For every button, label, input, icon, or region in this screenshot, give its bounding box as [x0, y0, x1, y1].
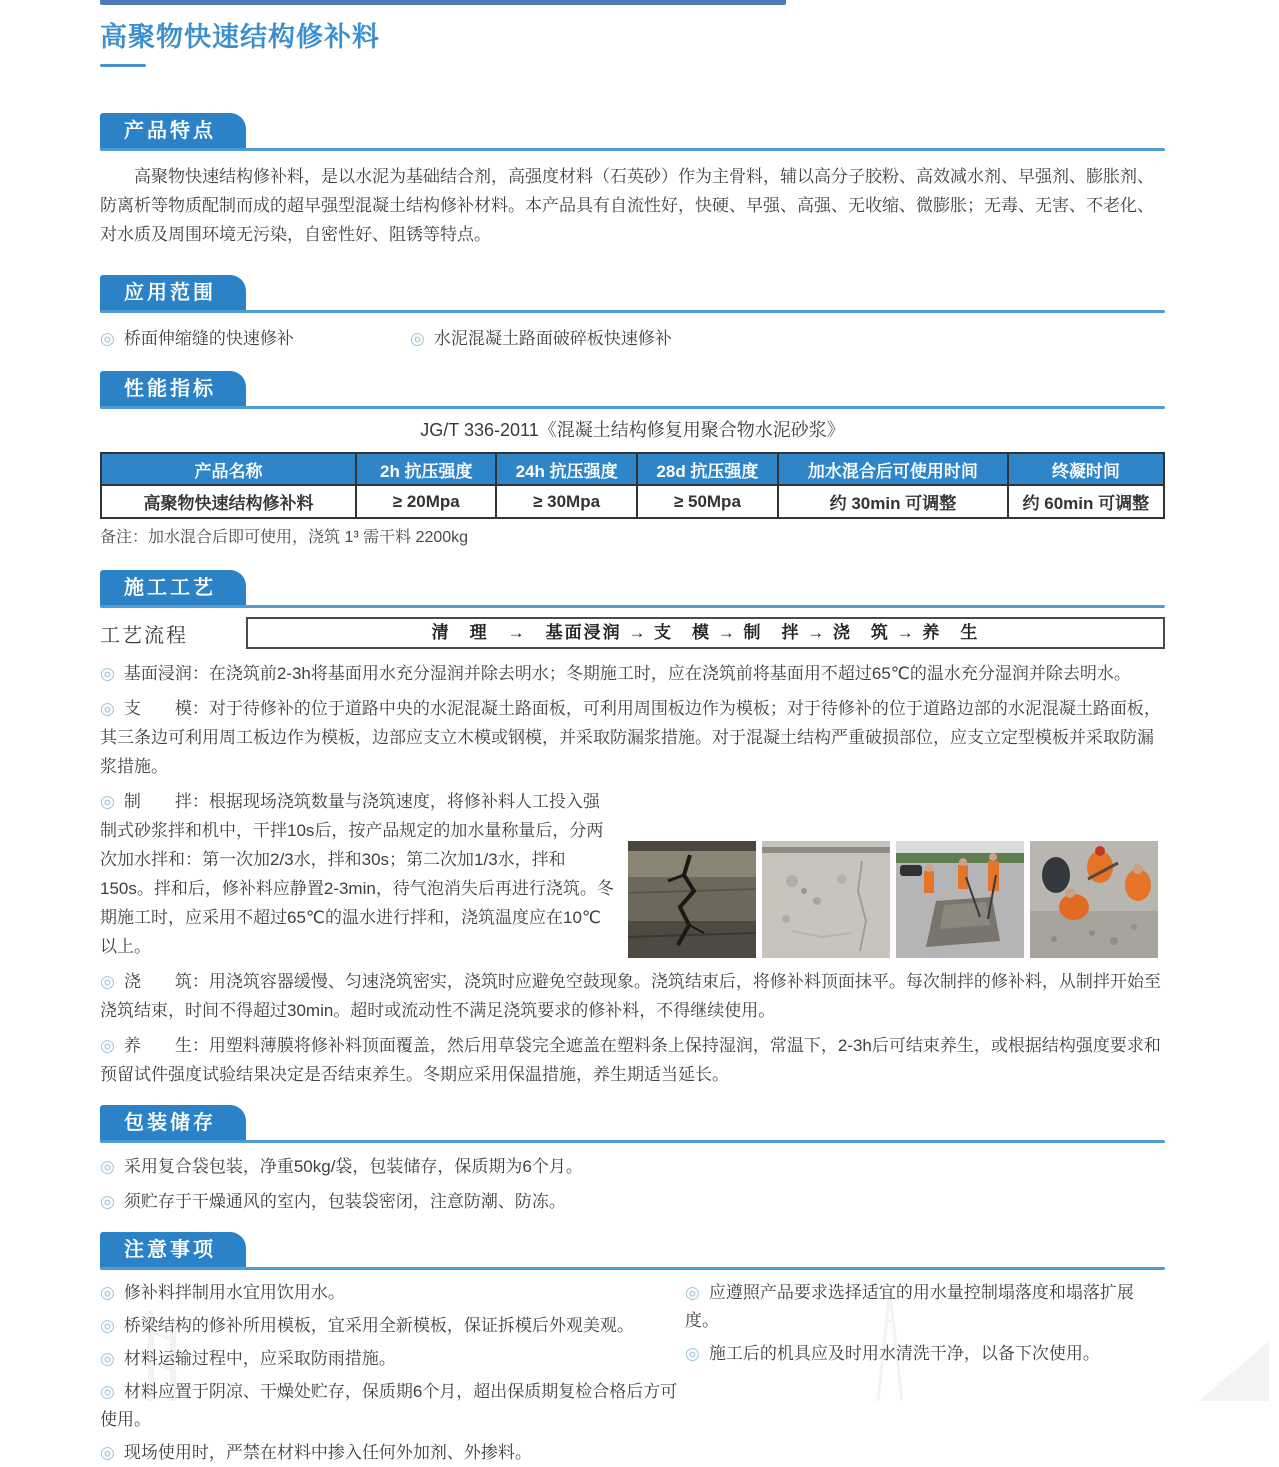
note-item: ◎ 应遵照产品要求选择适宜的用水量控制塌落度和塌落扩展度。 [685, 1283, 1134, 1330]
section-tab-performance: 性能指标 [100, 371, 246, 408]
step-mixing: ◎ 制 拌：根据现场浇筑数量与浇筑速度，将修补料人工投入强制式砂浆拌和机中，干拌10s后，按产品规定的加水量称量后，分两次加水拌和：第一次加2/3水，拌和30s；第二次加1/3水，拌和150s。拌和后，修补料应静置2-3min，待气泡消失后再进行浇筑。冬期施工时，应采用不超过65℃的温水进行拌和，浇筑温度应在10℃以上。 [100, 792, 614, 956]
application-item-label: 水泥混凝土路面破碎板快速修补 [433, 329, 672, 348]
section-rule [100, 1267, 1165, 1270]
section-header-performance [100, 371, 1165, 408]
section-tab-application: 应用范围 [100, 275, 246, 312]
bullet-icon: ◎ [685, 1283, 700, 1302]
repair-closeup-photo [1030, 841, 1158, 958]
column-header: 24h 抗压强度 [496, 453, 636, 485]
application-item-label: 桥面伸缩缝的快速修补 [123, 329, 294, 348]
bullet-icon: ◎ [685, 1344, 700, 1363]
features-paragraph: 高聚物快速结构修补料，是以水泥为基础结合剂，高强度材料（石英砂）作为主骨料，辅以高分子胶粉、高效减水剂、早强剂、膨胀剂、防离析等物质配制而成的超早强型混凝土结构修补材料。本产品具有自流性好，快硬、早强、高强、无收缩、微膨胀；无毒、无害、不老化、对水质及周围环境无污染，自密性好、阻锈等特点。 [100, 167, 1154, 244]
note-item: ◎ 桥梁结构的修补所用模板，宜采用全新模板，保证拆模后外观美观。 [100, 1316, 634, 1335]
bullet-icon: ◎ [100, 1443, 115, 1462]
step-formwork: ◎ 支 模：对于待修补的位于道路中央的水泥混凝土路面板，可利用周围板边作为模板；对于待修补的位于道路边部的水泥混凝土路面板，其三条边可利用周工板边作为模板，边部应支立木模或钢模，并采取防漏浆措施。对于混凝土结构严重破损部位，应支立定型模板并采取防漏浆措施。 [100, 699, 1161, 776]
bullet-icon: ◎ [100, 329, 115, 348]
bullet-icon: ◎ [100, 1036, 115, 1055]
table-cell: ≥ 20Mpa [356, 485, 496, 518]
application-item [100, 324, 410, 353]
step-curing: ◎ 养 生：用塑料薄膜将修补料顶面覆盖，然后用草袋完全遮盖在塑料条上保持湿润，常温下，2-3h后可结束养生，或根据结构强度要求和预留试件强度试验结果决定是否结束养生。冬期应采用保温措施，养生期适当延长。 [100, 1036, 1161, 1084]
column-header: 2h 抗压强度 [356, 453, 496, 485]
section-header-application [100, 275, 1165, 312]
column-header: 28d 抗压强度 [637, 453, 778, 485]
bullet-icon: ◎ [100, 664, 115, 683]
notes-right-column [685, 1279, 1165, 1368]
section-rule [100, 605, 1165, 608]
storage-item: ◎ 须贮存于干燥通风的室内，包装袋密闭，注意防潮、防冻。 [100, 1192, 566, 1211]
bullet-icon: ◎ [100, 699, 115, 718]
bullet-icon: ◎ [100, 972, 115, 991]
section-rule [100, 148, 1165, 151]
notes-grid [100, 1279, 1165, 1467]
storage-item: ◎ 采用复合袋包装，净重50kg/袋，包装储存，保质期为6个月。 [100, 1157, 583, 1176]
application-items [100, 324, 1165, 353]
bullet-icon: ◎ [100, 792, 115, 811]
title-underline [100, 64, 146, 67]
note-item: ◎ 材料应置于阴凉、干燥处贮存，保质期6个月，超出保质期复检合格后方可使用。 [100, 1382, 678, 1429]
bullet-icon: ◎ [410, 329, 425, 348]
section-header-construction [100, 570, 1165, 607]
process-flow-diagram: 清 理 → 基面浸润 → 支 模 → 制 拌 → 浇 筑 → 养 生 [246, 617, 1165, 649]
bullet-icon: ◎ [100, 1283, 115, 1302]
section-tab-features: 产品特点 [100, 113, 246, 150]
section-rule [100, 1140, 1165, 1143]
note-item: ◎ 现场使用时，严禁在材料中掺入任何外加剂、外掺料。 [100, 1443, 532, 1462]
table-cell: 约 30min 可调整 [778, 485, 1008, 518]
bullet-icon: ◎ [100, 1157, 115, 1176]
construction-photo-strip [628, 841, 1165, 958]
section-header-storage [100, 1105, 1165, 1142]
bullet-icon: ◎ [100, 1382, 115, 1401]
section-tab-construction: 施工工艺 [100, 570, 246, 607]
section-tab-notes: 注意事项 [100, 1232, 246, 1269]
process-flow-label: 工艺流程 [100, 624, 188, 647]
table-cell: 高聚物快速结构修补料 [101, 485, 356, 518]
section-header-notes [100, 1232, 1165, 1269]
step-pouring: ◎ 浇 筑：用浇筑容器缓慢、匀速浇筑密实，浇筑时应避免空鼓现象。浇筑结束后，将修补料顶面抹平。每次制拌的修补料，从制拌开始至浇筑结束，时间不得超过30min。超时或流动性不满足浇筑要求的修补料，不得继续使用。 [100, 972, 1161, 1020]
column-header: 产品名称 [101, 453, 356, 485]
section-rule [100, 310, 1165, 313]
table-row [101, 485, 1164, 518]
column-header: 终凝时间 [1008, 453, 1164, 485]
standard-reference: JG/T 336-2011《混凝土结构修复用聚合物水泥砂浆》 [420, 420, 845, 440]
table-header-row [101, 453, 1164, 485]
notes-left-column [100, 1279, 685, 1467]
page-title: 高聚物快速结构修补料 [100, 22, 380, 52]
bullet-icon: ◎ [100, 1192, 115, 1211]
section-header-features [100, 113, 1165, 150]
table-footnote: 备注：加水混合后即可使用，浇筑 1³ 需干料 2200kg [100, 529, 469, 546]
road-repair-crew-photo [896, 841, 1024, 958]
section-rule [100, 406, 1165, 409]
process-flow-row [100, 617, 1165, 649]
note-item: ◎ 施工后的机具应及时用水清洗干净，以备下次使用。 [685, 1344, 1100, 1363]
bullet-icon: ◎ [100, 1316, 115, 1335]
note-item: ◎ 修补料拌制用水宜用饮用水。 [100, 1283, 345, 1302]
cracked-pavement-photo [628, 841, 756, 958]
step-surface-soaking: ◎ 基面浸润：在浇筑前2-3h将基面用水充分湿润并除去明水；冬期施工时，应在浇筑前将基面用不超过65℃的温水充分湿润并除去明水。 [100, 664, 1131, 683]
table-cell: ≥ 50Mpa [637, 485, 778, 518]
table-cell: 约 60min 可调整 [1008, 485, 1164, 518]
column-header: 加水混合后可使用时间 [778, 453, 1008, 485]
performance-table [100, 452, 1165, 519]
table-cell: ≥ 30Mpa [496, 485, 636, 518]
concrete-surface-photo [762, 841, 890, 958]
bullet-icon: ◎ [100, 1349, 115, 1368]
application-item [410, 324, 672, 353]
note-item: ◎ 材料运输过程中，应采取防雨措施。 [100, 1349, 396, 1368]
section-tab-storage: 包装储存 [100, 1105, 246, 1142]
